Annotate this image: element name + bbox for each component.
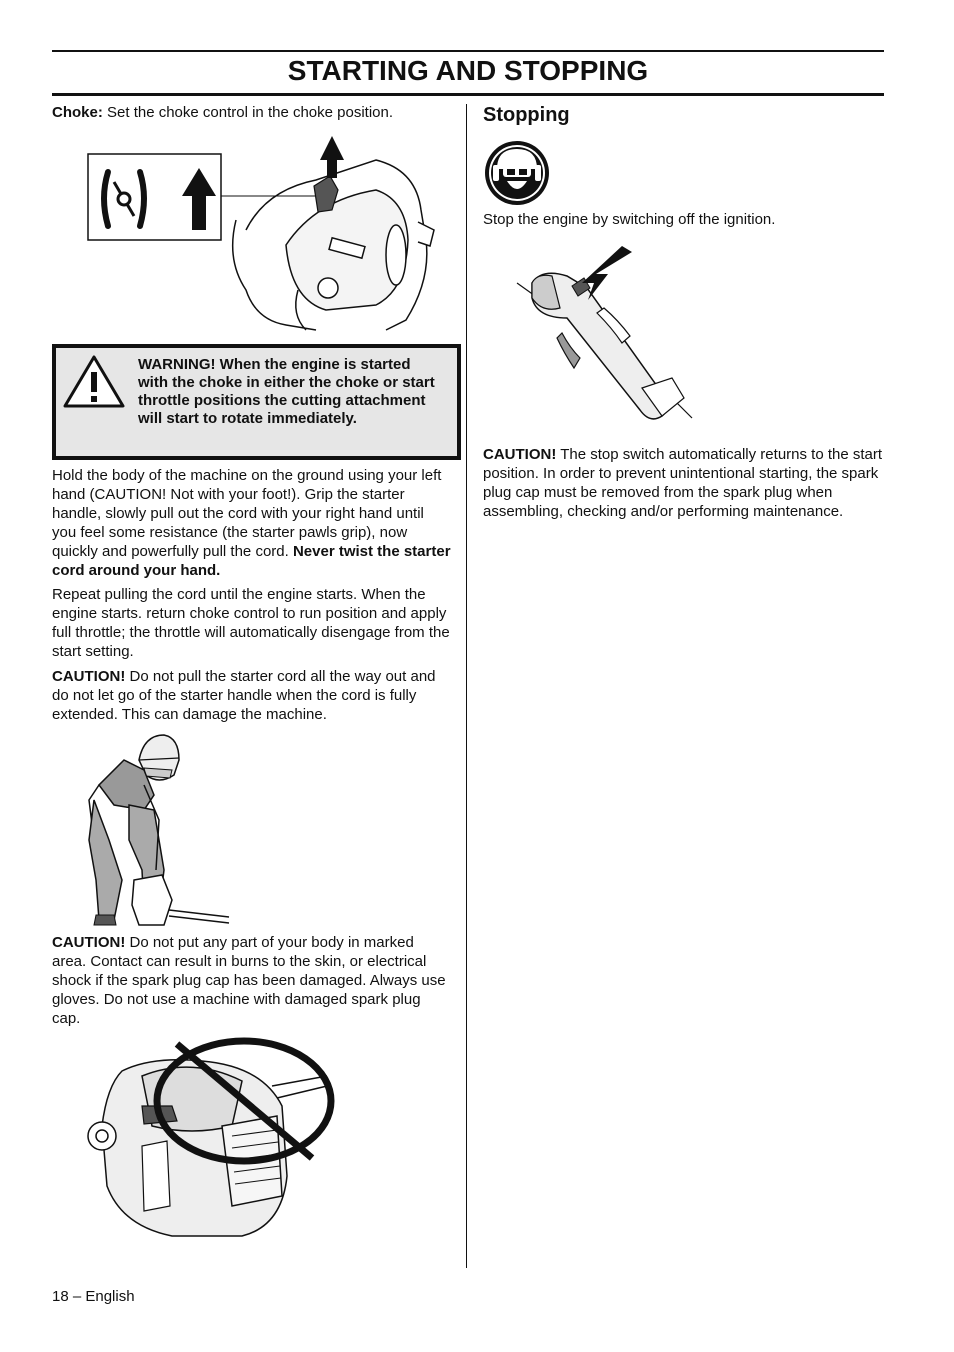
caution-paragraph-1: CAUTION! Do not pull the starter cord all the way out and do not let go of the starter handle when the cord is fully extended. This can damage the machine. xyxy=(52,668,436,723)
page-title: STARTING AND STOPPING xyxy=(287,55,649,86)
warning-triangle-icon xyxy=(62,354,126,410)
machine-shaft xyxy=(169,910,229,917)
left-column-body xyxy=(52,466,452,580)
stop-text-wrap xyxy=(483,210,883,229)
protective-equipment-icon xyxy=(483,139,551,207)
right-column xyxy=(483,103,883,127)
stopping-heading: Stopping xyxy=(483,104,570,126)
choke-valve-dot xyxy=(118,193,130,205)
choke-illustration xyxy=(86,130,446,335)
stop-text: Stop the engine by switching off the ignition. xyxy=(483,211,776,228)
machine-body xyxy=(132,875,172,925)
boot xyxy=(94,915,116,925)
warning-text: WARNING! When the engine is started with the choke in either the choke or start throttle positions the cutting attachment will start to rotate immediately. xyxy=(138,356,435,427)
header-rule-top xyxy=(52,50,884,52)
right-caution-wrap xyxy=(483,445,883,521)
right-caution-paragraph: CAUTION! The stop switch automatically returns to the start position. In order to prevent unintentional starting, the spark plug cap must be removed from the spark plug when assembling, checking and/or performing maintenance. xyxy=(483,446,883,520)
primer-bulb xyxy=(318,278,338,298)
caution1-wrap xyxy=(52,667,452,724)
page-footer: 18 – English xyxy=(52,1288,135,1305)
header-rule-bottom xyxy=(52,93,884,96)
fuel-cap xyxy=(88,1122,116,1150)
repeat-paragraph-wrap xyxy=(52,585,452,661)
engine-shaft xyxy=(272,1076,327,1086)
engine-cover-window xyxy=(386,225,406,285)
column-divider xyxy=(466,104,467,1268)
throttle-trigger xyxy=(557,333,580,368)
choke-paragraph: Choke: Set the choke control in the choke position. xyxy=(52,104,394,121)
left-leg xyxy=(89,800,122,920)
left-column xyxy=(52,103,452,122)
visor xyxy=(144,768,172,778)
caution2-wrap xyxy=(52,933,452,1028)
caution-paragraph-2: CAUTION! Do not put any part of your body in marked area. Contact can result in burns to the skin, or electrical shock if the spark plug cap has been damaged. Always use gloves. Do not use a machine with damaged spark plug cap. xyxy=(52,934,446,1027)
engine-prohibited-illustration xyxy=(82,1036,337,1246)
stop-switch-illustration xyxy=(512,238,702,428)
repeat-paragraph: Repeat pulling the cord until the engine starts. When the engine starts. return choke control to run position and apply full throttle; the throttle will automatically disengage from the start setting. xyxy=(52,586,450,660)
starting-paragraph: Hold the body of the machine on the ground using your left hand (CAUTION! Not with your foot!). Grip the starter handle, slowly pull out the cord with your right hand until you feel some resistance (the starter pawls grip), now quickly and powerfully pull the cord. Never twist the starter cord around your hand. xyxy=(52,467,451,579)
person-starting-illustration xyxy=(84,730,234,930)
warning-box xyxy=(52,344,461,460)
engine-fitting xyxy=(418,222,434,246)
engine-panel xyxy=(142,1141,170,1211)
